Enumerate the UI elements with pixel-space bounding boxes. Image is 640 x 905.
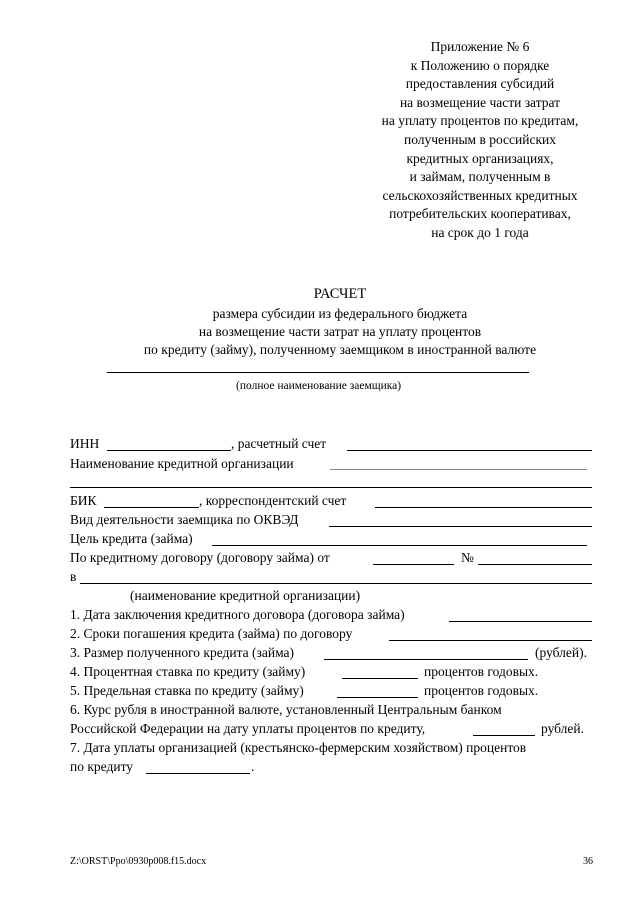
appendix-line: к Положению о порядке bbox=[410, 57, 550, 73]
bik-field[interactable] bbox=[104, 507, 199, 508]
item-6-line-2: Российской Федерации на дату уплаты процентов по кредиту, bbox=[70, 721, 426, 736]
item-1-label: 1. Дата заключения кредитного договора (договора займа) bbox=[70, 607, 405, 622]
document-subtitle-1: размера субсидии из федерального бюджета bbox=[212, 306, 468, 321]
appendix-line: кредитных организациях, bbox=[406, 150, 554, 166]
appendix-line: потребительских кооперативах, bbox=[389, 206, 571, 222]
item-4-label: 4. Процентная ставка по кредиту (займу) bbox=[70, 664, 306, 679]
document-subtitle-2: на возмещение части затрат на уплату процентов bbox=[198, 324, 482, 339]
bank-name-field-2[interactable] bbox=[70, 487, 592, 488]
item-6-field[interactable] bbox=[473, 735, 535, 736]
number-sign-label: № bbox=[461, 550, 474, 565]
corr-account-label: , корреспондентский счет bbox=[199, 493, 347, 508]
appendix-line: на срок до 1 года bbox=[431, 224, 529, 240]
inn-field[interactable] bbox=[107, 450, 231, 451]
item-5-label: 5. Предельная ставка по кредиту (займу) bbox=[70, 683, 304, 698]
item-4-unit: процентов годовых. bbox=[424, 664, 539, 679]
appendix-line: сельскохозяйственных кредитных bbox=[382, 187, 578, 203]
inn-row bbox=[70, 436, 99, 452]
document-title: РАСЧЕТ bbox=[313, 286, 367, 302]
item-6-line-1: 6. Курс рубля в иностранной валюте, установленный Центральным банком bbox=[70, 702, 502, 717]
corr-account-field[interactable] bbox=[375, 507, 592, 508]
borrower-caption: (полное наименование заемщика) bbox=[236, 380, 402, 392]
okved-label: Вид деятельности заемщика по ОКВЭД bbox=[70, 512, 299, 527]
bank-caption: (наименование кредитной организации) bbox=[130, 588, 361, 603]
appendix-line: на возмещение части затрат bbox=[399, 94, 561, 110]
appendix-line: и займам, полученным в bbox=[409, 169, 551, 185]
appendix-line: предоставления субсидий bbox=[405, 76, 555, 92]
purpose-label: Цель кредита (займа) bbox=[70, 531, 193, 546]
item-7-field[interactable] bbox=[146, 773, 250, 774]
item-2-label: 2. Сроки погашения кредита (займа) по договору bbox=[70, 626, 353, 641]
bank-name-field[interactable] bbox=[330, 469, 587, 470]
item-4-field[interactable] bbox=[342, 678, 418, 679]
contract-date-field[interactable] bbox=[373, 564, 454, 565]
appendix-line: полученным в российских bbox=[403, 131, 557, 147]
item-2-field[interactable] bbox=[389, 640, 592, 641]
purpose-field[interactable] bbox=[212, 545, 587, 546]
okved-field[interactable] bbox=[329, 526, 592, 527]
in-prefix-label: в bbox=[70, 569, 77, 584]
contract-from-label: По кредитному договору (договору займа) от bbox=[70, 550, 330, 565]
item-7-line-1: 7. Дата уплаты организацией (крестьянско-фермерским хозяйством) процентов bbox=[70, 740, 527, 755]
credit-organization-field[interactable] bbox=[80, 583, 592, 584]
appendix-line: на уплату процентов по кредитам, bbox=[381, 113, 579, 129]
account-field[interactable] bbox=[347, 450, 592, 451]
appendix-line: Приложение № 6 bbox=[430, 39, 530, 54]
appendix-header bbox=[330, 38, 630, 243]
account-label: , расчетный счет bbox=[231, 436, 327, 451]
item-3-field[interactable] bbox=[324, 659, 528, 660]
item-7-end: . bbox=[251, 759, 255, 774]
footer-file-path: Z:\ORST\Ppo\0930p008.f15.docx bbox=[70, 856, 207, 867]
document-subtitle-3: по кредиту (займу), полученному заемщиком в иностранной валюте bbox=[143, 342, 537, 357]
item-1-field[interactable] bbox=[449, 621, 592, 622]
item-3-label: 3. Размер полученного кредита (займа) bbox=[70, 645, 295, 660]
bank-name-label: Наименование кредитной организации bbox=[70, 456, 294, 471]
item-6-unit: рублей. bbox=[541, 721, 585, 736]
borrower-name-field[interactable] bbox=[107, 372, 529, 373]
item-7-line-2: по кредиту bbox=[70, 759, 134, 774]
item-5-field[interactable] bbox=[337, 697, 418, 698]
item-3-unit: (рублей). bbox=[535, 645, 587, 660]
item-5-unit: процентов годовых. bbox=[424, 683, 539, 698]
inn-label: ИНН bbox=[70, 436, 100, 451]
bik-label: БИК bbox=[70, 493, 97, 508]
contract-number-field[interactable] bbox=[478, 564, 592, 565]
page-number: 36 bbox=[583, 856, 593, 867]
